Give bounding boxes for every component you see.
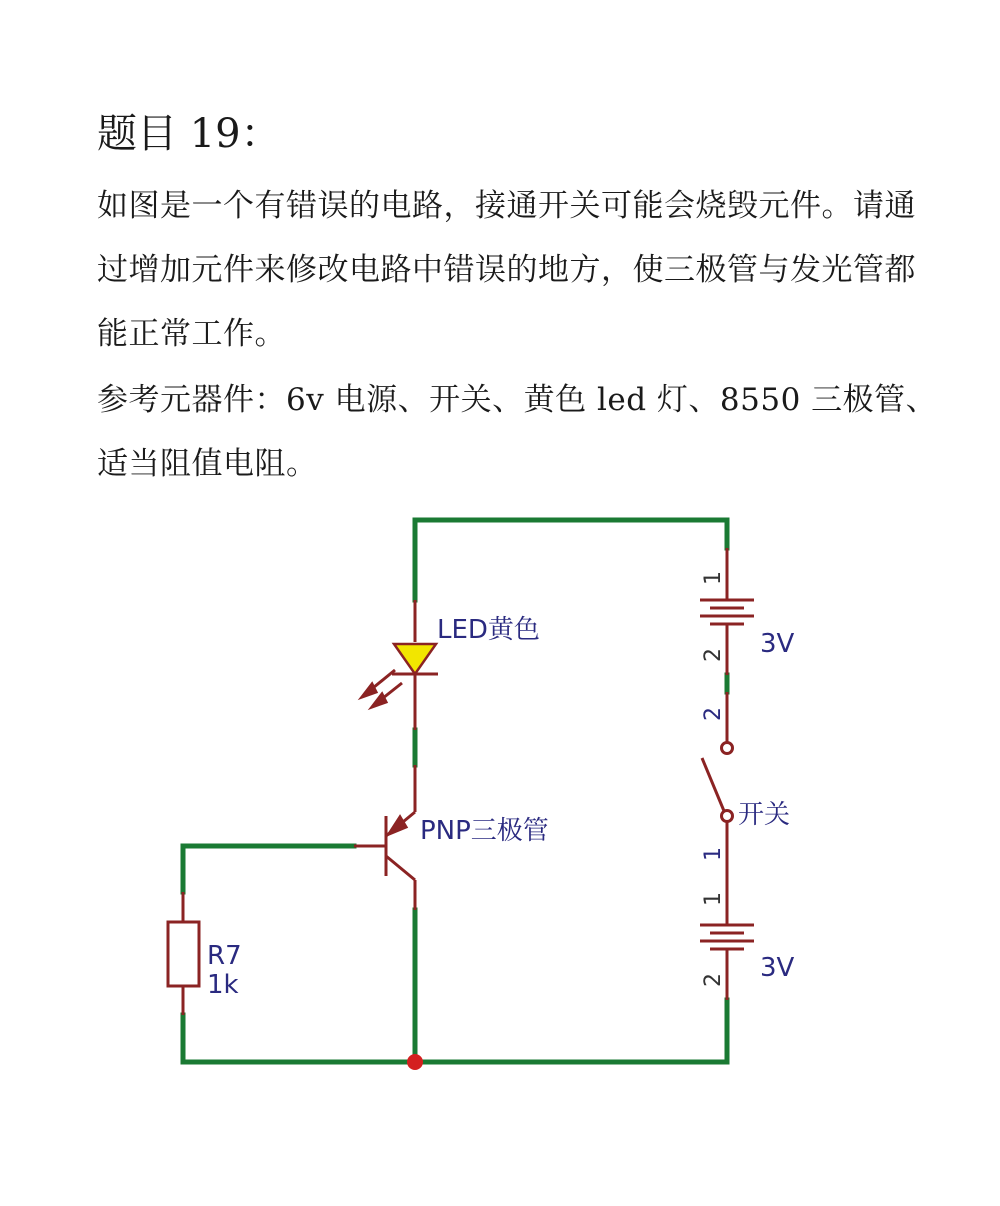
switch-pin2: 2	[701, 707, 726, 721]
battery-bottom-pin2: 2	[701, 973, 726, 987]
battery-top-symbol	[700, 600, 754, 624]
question-line-3: 能正常工作。	[97, 316, 286, 352]
wire-bottom	[183, 1000, 727, 1062]
wire-top	[415, 520, 727, 600]
battery-top-pin1: 1	[701, 571, 726, 585]
junction-dot	[407, 1054, 423, 1070]
battery-top-pin2: 2	[701, 648, 726, 662]
question-line-1: 如图是一个有错误的电路，接通开关可能会烧毁元件。请通	[97, 188, 916, 224]
resistor-ref: R7	[207, 941, 242, 971]
question-line-2: 过增加元件来修改电路中错误的地方，使三极管与发光管都	[97, 252, 916, 288]
resistor-value: 1k	[207, 970, 239, 1000]
reference-line-2: 适当阻值电阻。	[97, 446, 318, 482]
led-symbol	[362, 644, 438, 707]
battery-top-voltage: 3V	[760, 629, 795, 659]
wires	[183, 520, 727, 1062]
switch-pin1: 1	[701, 847, 726, 861]
resistor-symbol	[168, 922, 199, 986]
led-label: LED黄色	[437, 615, 540, 645]
switch-symbol	[702, 743, 733, 822]
reference-line-1: 参考元器件：6v 电源、开关、黄色 led 灯、8550 三极管、	[97, 382, 938, 418]
wire-base	[183, 846, 354, 892]
switch-label: 开关	[738, 800, 791, 830]
led-light-arrows	[362, 670, 402, 707]
battery-bottom-symbol	[700, 925, 754, 949]
battery-bottom-pin1: 1	[701, 892, 726, 906]
battery-bottom-voltage: 3V	[760, 953, 795, 983]
transistor-label: PNP三极管	[420, 816, 549, 846]
question-title: 题目 19：	[97, 111, 281, 157]
pnp-transistor-symbol	[386, 765, 415, 910]
